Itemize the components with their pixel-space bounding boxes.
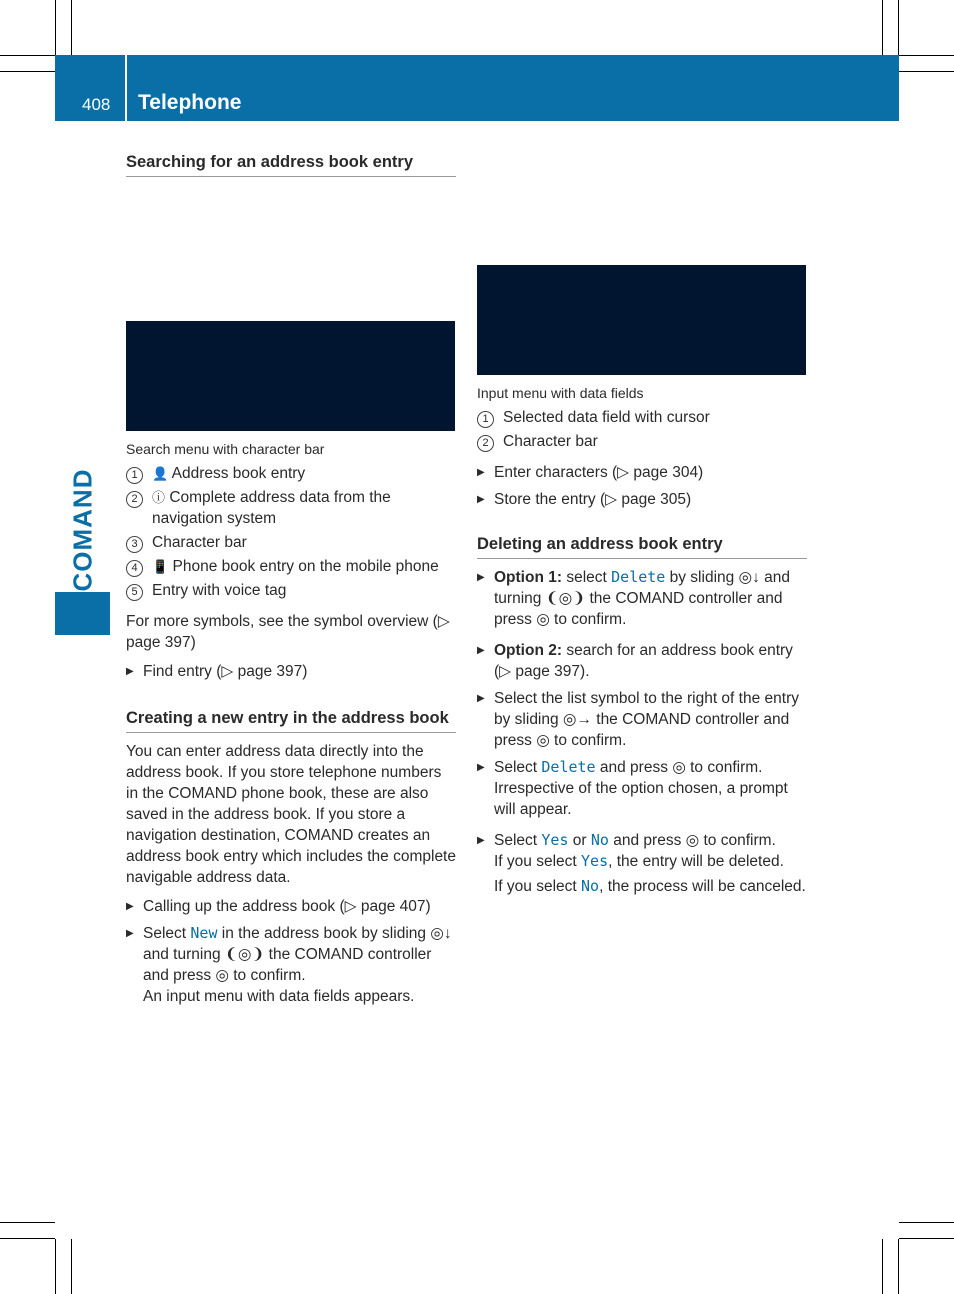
- step-select-yes-no: [477, 830, 807, 897]
- step-store-entry: ▶ Store the entry (▷ page 305): [477, 489, 807, 510]
- legend-text: Character bar: [152, 534, 247, 551]
- legend-item: [477, 407, 807, 428]
- step-find-entry: ▶ Find entry (▷ page 397): [126, 661, 456, 682]
- crop-mark: [882, 0, 883, 55]
- step-option-2: [477, 640, 807, 682]
- section-heading-delete: Deleting an address book entry: [477, 534, 807, 559]
- person-icon: 👤: [152, 466, 169, 481]
- section-heading-search: Searching for an address book entry: [126, 152, 456, 177]
- step-text: and press ◎ to confirm.: [595, 759, 763, 776]
- crop-mark: [882, 1239, 883, 1294]
- symbols-note: For more symbols, see the symbol overview (▷ page 397): [126, 613, 450, 651]
- step-enter-characters: ▶ Enter characters (▷ page 304): [477, 462, 807, 483]
- step-text: , the entry will be deleted.: [608, 853, 784, 870]
- step-text: Select: [143, 925, 191, 942]
- side-tab: [55, 592, 110, 635]
- callout-number: 4: [126, 560, 143, 577]
- legend-text: Address book entry: [171, 465, 306, 482]
- step-call-address-book: ▶ Calling up the address book (▷ page 407): [126, 896, 456, 917]
- crop-mark: [71, 0, 72, 55]
- step-text: If you select: [494, 878, 582, 895]
- phone-icon: 📱: [152, 559, 169, 574]
- callout-number: 2: [126, 491, 143, 508]
- crop-mark: [898, 1239, 899, 1294]
- chapter-title: Telephone: [138, 91, 242, 114]
- step-result-no: [494, 876, 807, 897]
- step-text: If you select: [494, 853, 582, 870]
- crop-mark: [71, 1239, 72, 1294]
- step-text: search for an address book entry (▷ page 397).: [494, 642, 793, 680]
- legend-text: Complete address data from the navigation system: [152, 489, 391, 527]
- step-text: or: [568, 832, 591, 849]
- step-text: and press ◎ to confirm.: [608, 832, 776, 849]
- step-text: select: [562, 569, 612, 586]
- menu-item-no: No: [590, 831, 609, 849]
- crop-mark: [899, 71, 954, 72]
- callout-number: 1: [477, 411, 494, 428]
- menu-item-yes: Yes: [581, 852, 609, 870]
- crop-mark: [899, 1222, 954, 1223]
- crop-mark: [898, 0, 899, 55]
- nav-icon: ⓘ: [152, 490, 166, 505]
- search-menu-screenshot: [126, 321, 455, 431]
- option-label: Option 2:: [494, 642, 563, 659]
- crop-mark: [0, 1222, 55, 1223]
- callout-number: 2: [477, 435, 494, 452]
- step-text: by sliding ◎↓ and turning ❨◎❩ the COMAND controller and press ◎ to confirm.: [494, 569, 791, 628]
- menu-item-yes: Yes: [541, 831, 569, 849]
- side-tab-label: COMAND: [67, 468, 98, 592]
- step-select-list-symbol: ▶ Select the list symbol to the right of the entry by sliding ◎→ the COMAND controller and press ◎ to confirm.: [477, 688, 807, 751]
- page-number: 408: [82, 95, 111, 114]
- header-separator: [125, 55, 127, 121]
- spacer: [126, 185, 456, 321]
- legend-item: [126, 580, 456, 601]
- step-text: Select: [494, 759, 542, 776]
- step-select-delete: [477, 757, 807, 820]
- legend-text: Selected data field with cursor: [503, 409, 710, 426]
- callout-number: 3: [126, 536, 143, 553]
- legend-text: Entry with voice tag: [152, 582, 287, 599]
- menu-item-delete: Delete: [611, 568, 666, 586]
- crop-mark: [899, 1238, 954, 1239]
- legend-item: [126, 532, 456, 553]
- figure-caption: Search menu with character bar: [126, 441, 325, 457]
- step-result-yes: [494, 851, 807, 872]
- intro-paragraph: You can enter address data directly into the address book. If you store telephone numbers in the COMAND phone book, these are also saved in the address book. If you store a navigation destination, COMAND creates an address book entry which includes the complete navigable address data.: [126, 743, 456, 886]
- input-menu-screenshot: [477, 265, 806, 375]
- menu-item-delete: Delete: [541, 758, 596, 776]
- callout-number: 5: [126, 584, 143, 601]
- step-select-new: [126, 923, 456, 1007]
- figure-caption: Input menu with data fields: [477, 385, 644, 401]
- crop-mark: [0, 1238, 55, 1239]
- legend-item: [126, 556, 456, 577]
- legend-text: Character bar: [503, 433, 598, 450]
- crop-mark: [0, 71, 55, 72]
- step-result: An input menu with data fields appears.: [143, 988, 415, 1005]
- step-text: in the address book by sliding ◎↓ and turning ❨◎❩ the COMAND controller and press ◎ to confirm.: [143, 925, 452, 984]
- step-option-1: [477, 567, 807, 630]
- callout-number: 1: [126, 467, 143, 484]
- crop-mark: [55, 0, 56, 55]
- left-column: [126, 152, 456, 1013]
- section-heading-create: Creating a new entry in the address book: [126, 708, 456, 733]
- legend-text: Phone book entry on the mobile phone: [172, 558, 439, 575]
- legend-item: [126, 487, 456, 529]
- legend-item: [477, 431, 807, 452]
- step-result: Irrespective of the option chosen, a prompt will appear.: [494, 780, 788, 818]
- step-text: Select: [494, 832, 542, 849]
- crop-mark: [899, 55, 954, 56]
- crop-mark: [55, 1239, 56, 1294]
- option-label: Option 1:: [494, 569, 563, 586]
- menu-item-new: New: [190, 924, 218, 942]
- step-text: , the process will be canceled.: [599, 878, 806, 895]
- legend-item: [126, 463, 456, 484]
- crop-mark: [0, 55, 55, 56]
- right-column: [477, 265, 807, 903]
- menu-item-no: No: [581, 877, 600, 895]
